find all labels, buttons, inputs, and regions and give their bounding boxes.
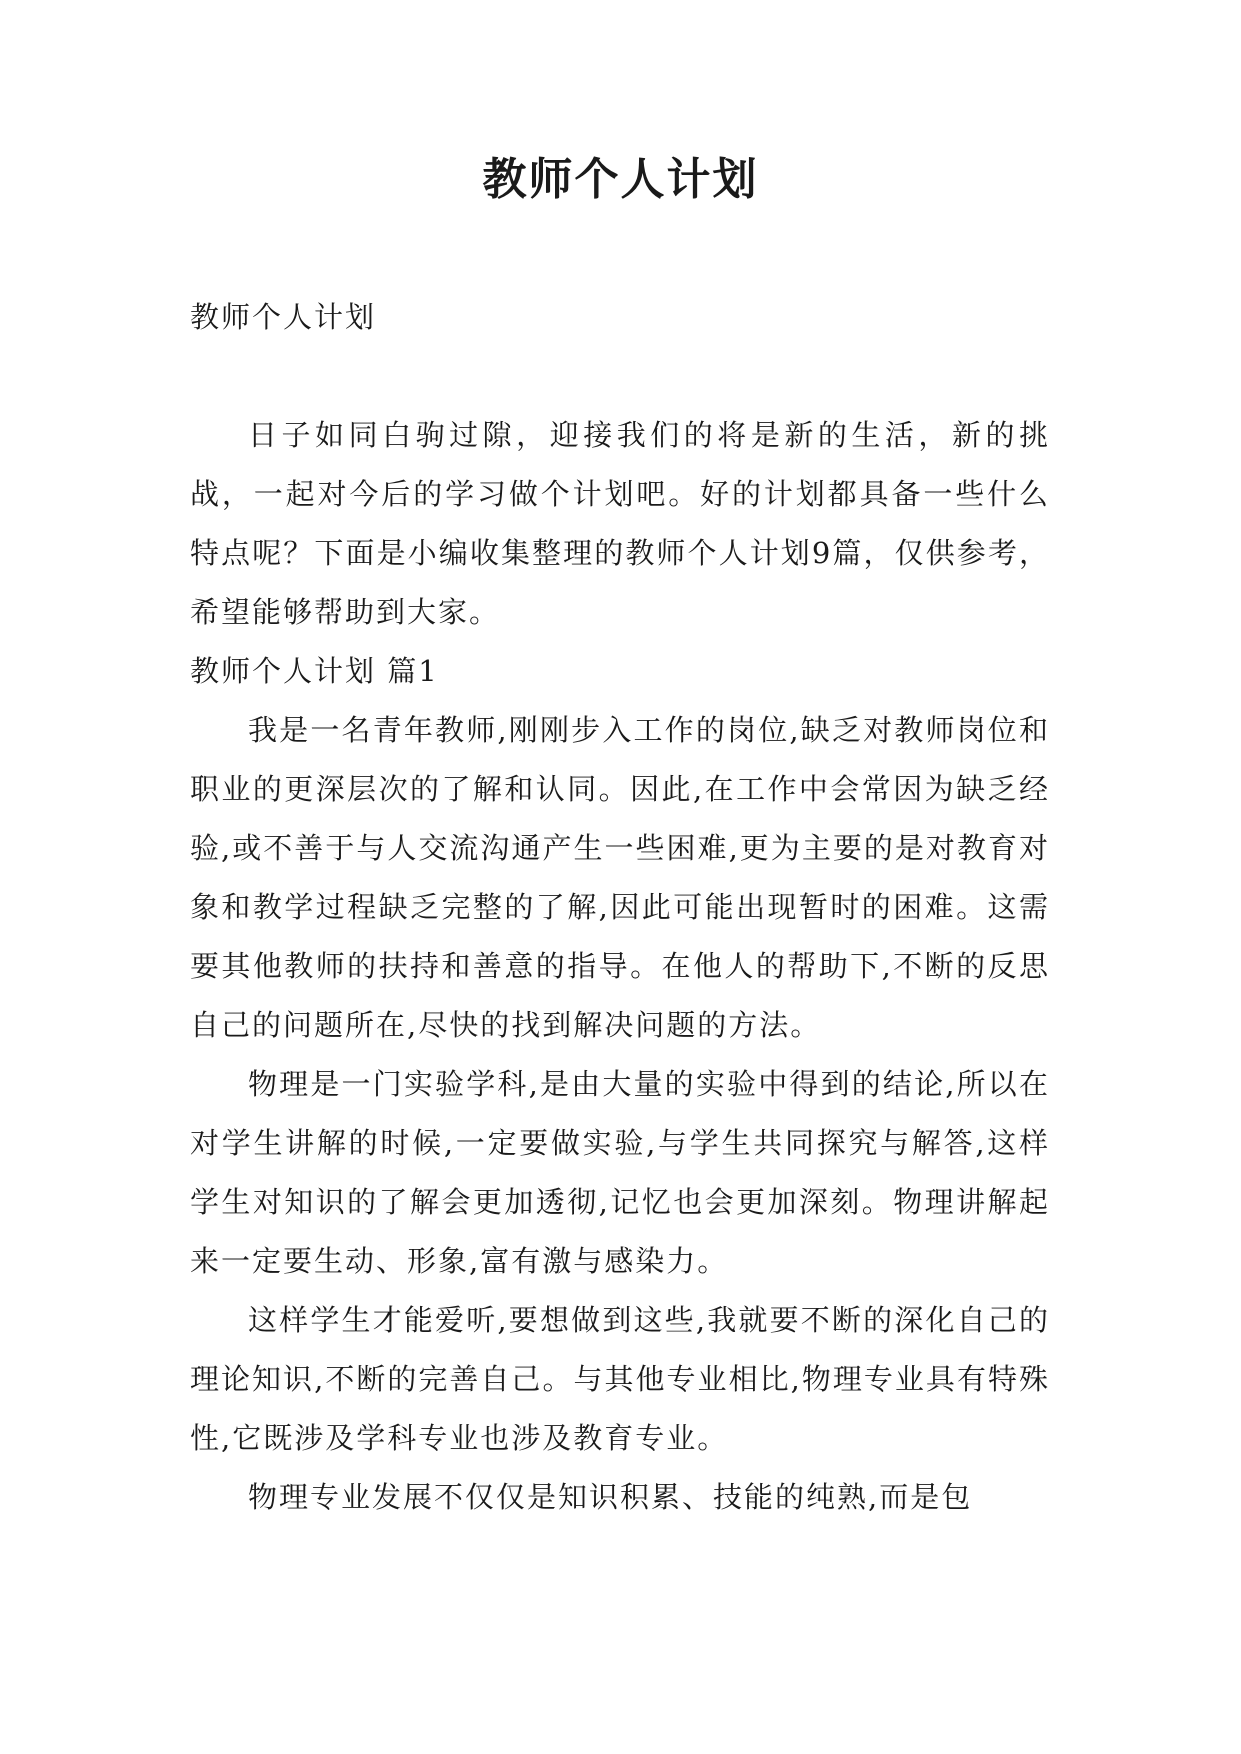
- document-subtitle: 教师个人计划: [190, 300, 377, 334]
- document-body: [190, 288, 1050, 1527]
- intro-paragraph: 日子如同白驹过隙，迎接我们的将是新的生活，新的挑战，一起对今后的学习做个计划吧。好的计划都具备一些什么特点呢？下面是小编收集整理的教师个人计划9篇，仅供参考，希望能够帮助到大家。: [190, 418, 1050, 629]
- body-paragraph: 这样学生才能爱听,要想做到这些,我就要不断的深化自己的理论知识,不断的完善自己。与其他专业相比,物理专业具有特殊性,它既涉及学科专业也涉及教育专业。: [190, 1303, 1050, 1455]
- body-paragraph: 物理是一门实验学科,是由大量的实验中得到的结论,所以在对学生讲解的时候,一定要做实验,与学生共同探究与解答,这样学生对知识的了解会更加透彻,记忆也会更加深刻。物理讲解起来一定要生动、形象,富有激与感染力。: [190, 1067, 1050, 1278]
- body-paragraph: 物理专业发展不仅仅是知识积累、技能的纯熟,而是包: [248, 1480, 973, 1514]
- body-paragraph: 我是一名青年教师,刚刚步入工作的岗位,缺乏对教师岗位和职业的更深层次的了解和认同。因此,在工作中会常因为缺乏经验,或不善于与人交流沟通产生一些困难,更为主要的是对教育对象和教学过程缺乏完整的了解,因此可能出现暂时的困难。这需要其他教师的扶持和善意的指导。在他人的帮助下,不断的反思自己的问题所在,尽快的找到解决问题的方法。: [190, 713, 1050, 1042]
- section-heading: 教师个人计划 篇1: [190, 654, 439, 688]
- document-title: 教师个人计划: [482, 154, 759, 205]
